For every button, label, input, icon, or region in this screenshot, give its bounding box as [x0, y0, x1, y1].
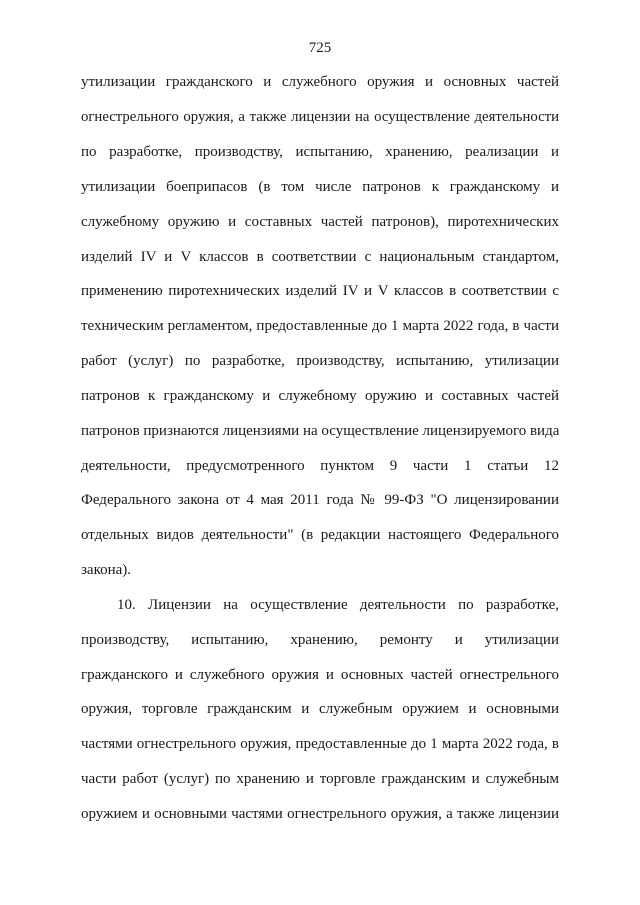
page-number: 725	[308, 40, 332, 56]
paragraph-2-line-2: производству, испытанию, хранению, ремонту и утилизации	[81, 632, 559, 648]
paragraph-1-line-11: патронов признаются лицензиями на осуществление лицензируемого вида	[81, 423, 560, 439]
paragraph-1-line-3: по разработке, производству, испытанию, хранению, реализации и	[81, 144, 559, 160]
paragraph-1-line-6: изделий IV и V классов в соответствии с национальным стандартом,	[81, 249, 559, 265]
paragraph-2-line-4: оружия, торговле гражданским и служебным оружием и основными	[81, 701, 559, 717]
paragraph-1-line-7: применению пиротехнических изделий IV и V классов в соответствии с	[81, 283, 559, 299]
paragraph-1-line-9: работ (услуг) по разработке, производству, испытанию, утилизации	[81, 353, 559, 369]
paragraph-1-line-2: огнестрельного оружия, а также лицензии на осуществление деятельности	[81, 109, 559, 125]
paragraph-2-line-6: части работ (услуг) по хранению и торговле гражданским и служебным	[81, 771, 559, 787]
paragraph-1-line-15: закона).	[81, 562, 132, 578]
paragraph-2-line-3: гражданского и служебного оружия и основных частей огнестрельного	[81, 667, 559, 683]
paragraph-1-line-14: отдельных видов деятельности" (в редакции настоящего Федерального	[81, 527, 559, 543]
paragraph-1-line-1: утилизации гражданского и служебного оружия и основных частей	[81, 74, 559, 90]
paragraph-1-line-5: служебному оружию и составных частей патронов), пиротехнических	[81, 214, 559, 230]
paragraph-1-line-10: патронов к гражданскому и служебному оружию и составных частей	[81, 388, 559, 404]
paragraph-1-line-12: деятельности, предусмотренного пунктом 9 части 1 статьи 12	[81, 458, 559, 474]
paragraph-1-line-4: утилизации боеприпасов (в том числе патронов к гражданскому и	[81, 179, 559, 195]
paragraph-2-line-1: 10. Лицензии на осуществление деятельности по разработке,	[117, 597, 559, 613]
paragraph-2-line-7: оружием и основными частями огнестрельного оружия, а также лицензии	[81, 806, 559, 822]
paragraph-2-line-5: частями огнестрельного оружия, предоставленные до 1 марта 2022 года, в	[81, 736, 559, 752]
paragraph-1-line-13: Федерального закона от 4 мая 2011 года № 99-ФЗ "О лицензировании	[81, 492, 559, 508]
paragraph-1-line-8: техническим регламентом, предоставленные до 1 марта 2022 года, в части	[81, 318, 559, 334]
